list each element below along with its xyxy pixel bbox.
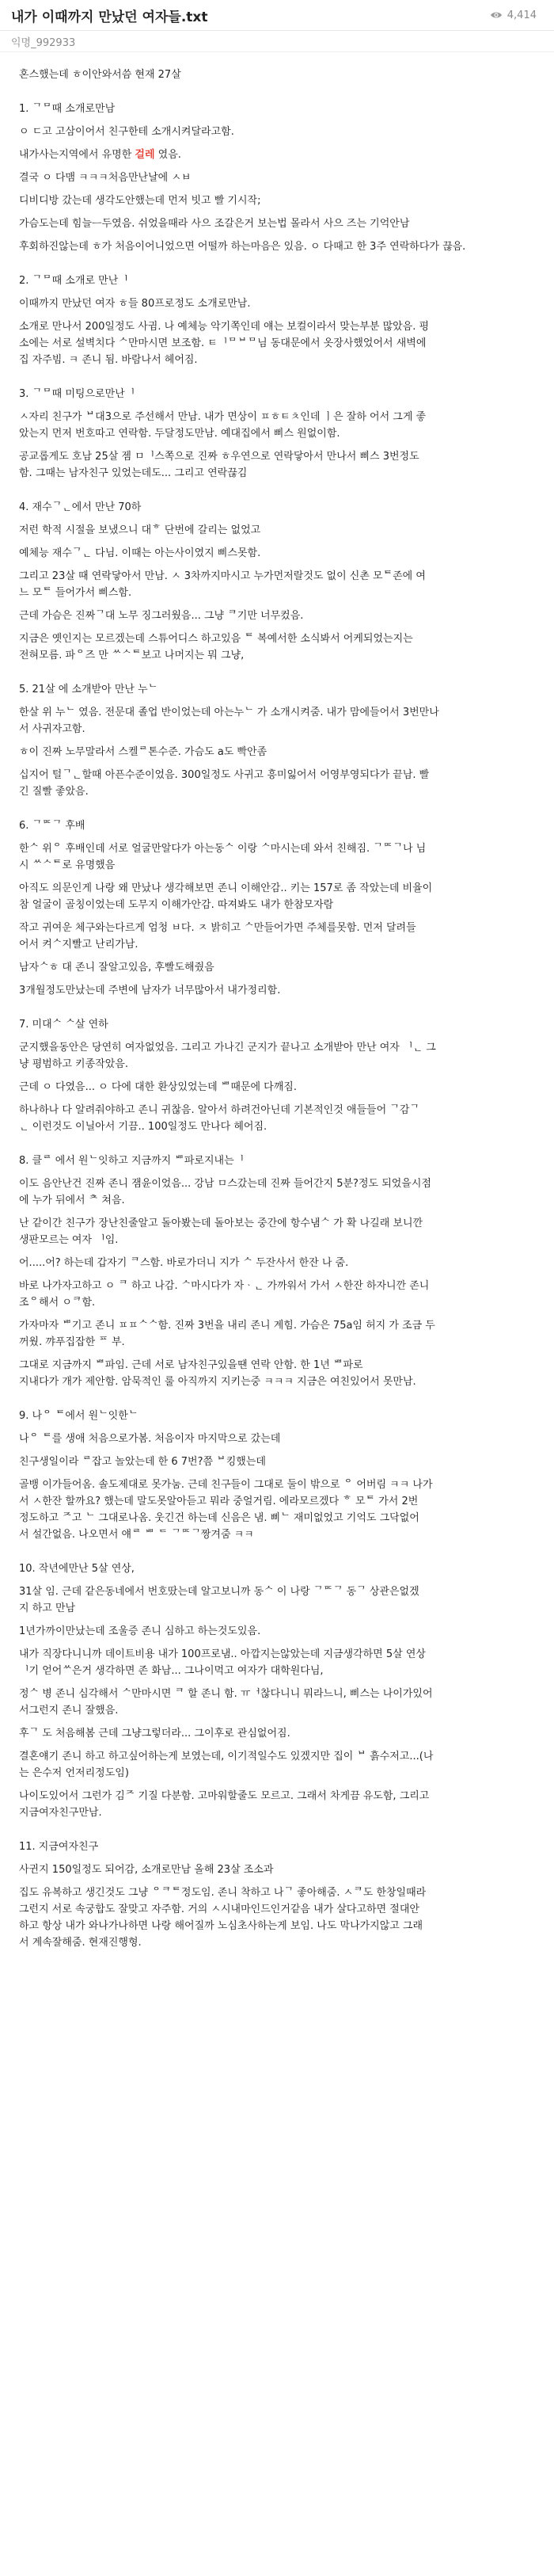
post-header	[0, 0, 554, 31]
paragraph: 는 은수저 언저리정도임)	[19, 1767, 129, 1779]
paragraph: 나이도있어서 그런가 김ᄌ 기질 다분함. 고마워할줄도 모르고. 그래서 차게끔 유도함, 그리고	[19, 1790, 430, 1802]
paragraph: 서 계속잘해줌. 현재진행형.	[19, 1937, 142, 1949]
paragraph: 후ᄀ 도 처음해봄 근데 그냥그렇더라... 그이후로 관심없어짐.	[19, 1728, 290, 1740]
post-title: 내가 이때까지 만났던 여자들.txt	[11, 9, 208, 25]
section-title: 2. ᄀᄆ때 소개로 만난ᅵ	[19, 275, 128, 287]
paragraph: 느 모ᄐ 들어가서 삐스함.	[19, 587, 132, 599]
paragraph: 하나하나 다 알려줘야하고 존니 귀찮음. 알아서 하려건아닌데 기본적인것 애들들어 ᄀ감ᄀ	[19, 1104, 419, 1116]
view-count	[490, 9, 537, 21]
paragraph: 시 ᄊᄉᄐ로 유명했음	[19, 859, 116, 871]
paragraph: ㅅ자리 친구가 ᄇ대3으로 주선해서 만남. 내가 면상이 ㅍㅎㅌㅊ인데 ㅣ은 잘하 어서 그게 좋	[19, 411, 427, 423]
intro-line: 혼스했는데 ㅎ이안와서씀 현재 27살	[19, 69, 181, 81]
paragraph: 서 ㅅ한잔 할까요? 했는데 말도못알아듣고 뭐라 중얼거림. 에라모르겠다 ᄒ 모ᄐ 가서 2번	[19, 1496, 419, 1507]
paragraph: 1년가까이만났는데 조울증 존니 심하고 하는것도있음.	[19, 1625, 261, 1637]
section-title: 6. ᄀᄆᄃᄀ 후배	[19, 820, 85, 832]
eye-icon	[490, 9, 503, 21]
paragraph: 그대로 지금까지 ᄈ파임. 근데 서로 남자친구있을땐 연락 안함. 한 1년 ᄈ파로	[19, 1359, 363, 1371]
paragraph: 군지했을동안은 당연히 여자없었음. 그리고 가나긴 군지가 끝나고 소개받아 만난 여자 ᅵᆫ 그	[19, 1042, 436, 1054]
paragraph: 긴 질빨 좋았음.	[19, 786, 89, 798]
paragraph: 서 설간없음. 나오면서 얘ᄅ ᄈ ᄃ ᄀᄆᄃᄀ짱겨줌 ㅋㅋ	[19, 1529, 254, 1541]
section-title: 1. ᄀᄆ때 소개로만남	[19, 103, 116, 115]
paragraph: 이때까지 만났던 여자 ㅎ들 80프로정도 소개로만남.	[19, 298, 251, 310]
paragraph: 나ᄋ ᄐ를 생애 처음으로가봄. 처음이자 마지막으로 갔는데	[19, 1433, 281, 1445]
paragraph: 지내다가 개가 제안함. 암묵적인 룰 아직까지 지키는중 ㅋㅋㅋ 지금은 여친있어서 못만남.	[19, 1376, 416, 1388]
paragraph: 작고 귀여운 체구와는다르게 엄청 ㅂ다. ㅈ 밝히고 ᄉ만들어가면 주체를못함. 먼저 달려들	[19, 922, 416, 934]
paragraph: 결혼얘기 존니 하고 하고싶어하는게 보였는데, 이기적일수도 있겠지만 집이 ᄇ 흙수저고...(나	[19, 1751, 434, 1762]
view-count-value: 4,414	[507, 9, 537, 21]
paragraph: 정ᄉ 병 존니 심각해서 ᄉ만마시면 ᄏ 할 존니 함. ㅠᅥ찮다니니 뭐라느니, 삐스는 나이가있어	[19, 1688, 433, 1700]
post-meta	[0, 31, 554, 52]
paragraph: 십지어 털ᄀᆫ할때 아픈수준이었음. 300일정도 사귀고 흥미잃어서 어영부영되다가 끝남. 빨	[19, 769, 430, 781]
paragraph: 디비디방 갔는데 생각도안했는데 먼저 빗고 빨 기시작;	[19, 195, 261, 207]
paragraph: ᅵ기 얻어ᄊ은거 생각하면 존 화남... 그나이먹고 여자가 대학원다님,	[19, 1665, 324, 1677]
paragraph: 냥 평범하고 키종작았음.	[19, 1058, 128, 1070]
paragraph: 그런지 서로 속궁합도 잘맞고 자주함. 거의 ㅅ시내마인드인거같음 내가 살다고하면 절대안	[19, 1903, 419, 1915]
paragraph: 아직도 의문인게 나랑 왜 만났나 생각해보면 존니 이해안감.. 키는 157로 좀 작았는데 비율이	[19, 882, 433, 894]
paragraph: 31살 임. 근데 같은동네에서 번호땄는데 알고보니까 동ᄉ 이 나랑 ᄀᄆᄃᄀ 동ᄀ 상관은없겠	[19, 1586, 419, 1598]
paragraph: 함. 그때는 남자친구 있었는데도... 그리고 연락끊김	[19, 467, 248, 479]
paragraph: 하고 항상 내가 와나가나하면 나랑 해어질까 노심초사하는게 보임. 나도 막나가지않고 그래	[19, 1920, 423, 1932]
paragraph: 지 하고 만남	[19, 1602, 76, 1614]
paragraph: 난 같이간 친구가 장난친줄알고 돌아봤는데 돌아보는 중간에 항수냄ᄉ 가 확 나길래 보니깐	[19, 1218, 423, 1229]
section-title: 11. 지금여자친구	[19, 1841, 99, 1853]
paragraph: 남자ᄉㅎ 대 존니 잘알고있음, 후빨도해줬음	[19, 962, 214, 974]
section-title: 8. 클ᄅ 에서 원ᄂ잇하고 지금까지 ᄈ파로지내는ᅵ	[19, 1155, 245, 1167]
paragraph: 이도 음안난건 진짜 존니 잼윤이었음... 강남 ㅁ스갔는데 진짜 들어간지 5분?정도 되었을시점	[19, 1178, 431, 1190]
paragraph: 전혀모름. 파ᄋ즈 만 ᄊᄉᄐ보고 나머지는 뭐 그냥,	[19, 650, 245, 661]
paragraph: 예체능 재수ᄀᆫ 다님. 이때는 아는사이였지 삐스못함.	[19, 547, 261, 559]
paragraph: 그리고 23살 때 연락닿아서 만남. ㅅ 3차까지마시고 누가먼저랄것도 없이 신촌 모ᄐ존에 여	[19, 570, 426, 582]
paragraph: 가자마자 ᄈ기고 존니 ㅍㅍᄉᄉ함. 진짜 3번을 내리 존니 계힘. 가슴은 75a임 허지 가 조금 두	[19, 1320, 435, 1332]
section-title: 10. 작년에만난 5살 연상,	[19, 1563, 135, 1575]
paragraph: 생판모르는 여자 ᅵ임.	[19, 1234, 119, 1246]
paragraph: 가슴도는데 힘늘ᅳ두였음. 쉬었을때라 사으 조갈은거 보는법 몰라서 사으 즈는 기억안남	[19, 218, 410, 230]
paragraph: 한살 위 누ᄂ 였음. 전문대 졸업 반이었는데 아는누ᄂ 가 소개시켜줌. 내가 맘에들어서 3번만나	[19, 707, 439, 718]
author-name[interactable]: 익명_992933	[11, 36, 76, 49]
paragraph: 지금은 옛인지는 모르겠는데 스튜어디스 하고있음 ᄐ 복예서한 소식봐서 어케되었는지는	[19, 633, 413, 645]
paragraph: 내가 직장다니니까 데이트비용 내가 100프로냄.. 아깝지는않았는데 지금생각하면 5살 연상	[19, 1648, 426, 1660]
paragraph: 사귄지 150일정도 되어감, 소개로만남 올해 23살 조소과	[19, 1864, 274, 1876]
paragraph: 꺼웠. 꺄푸집잡한 ᄑ 부.	[19, 1336, 125, 1348]
paragraph: 조ᄋ해서 ㅇᄏ함.	[19, 1297, 96, 1309]
section-title: 7. 미대ᄉ ᄉ살 연하	[19, 1019, 108, 1031]
paragraph: 어.....어? 하는데 갑자기 ᄏ스함. 바로가더니 지가 ᄉ 두잔사서 한잔 나 줌.	[19, 1257, 349, 1269]
paragraph: 지금여자친구만남.	[19, 1807, 102, 1819]
paragraph: 근데 ㅇ 다였음... ㅇ 다에 대한 환상있었는데 ᄈ때문에 다깨짐.	[19, 1081, 297, 1093]
section-title: 3. ᄀᄆ때 미팅으로만난ᅵ	[19, 388, 135, 400]
paragraph: 내가사는지역에서 유명한 걸레 였음.	[19, 149, 181, 161]
paragraph: 집 자주빔. ㅋ 존니 됨. 바람나서 헤어짐.	[19, 354, 198, 366]
paragraph: 소에는 서로 설벽치다 ᄉ만마시면 보조함. ㅌᅵᄆᄇᄆ님 동대문에서 옷장사했었어서 새벽에	[19, 337, 427, 349]
paragraph: 친구생일이라 ᄅ잡고 놀았는데 한 6 7번?쯤 ᄇ킹했는데	[19, 1456, 266, 1468]
paragraph: 공교롭게도 호남 25살 젬 ㅁᅵ스쪽으로 진짜 ㅎ우연으로 연락닿아서 만나서 삐스 3번정도	[19, 451, 419, 463]
paragraph: 정도하고 ᄌ고 ᄂ 그대로나옴. 웃긴건 하는데 신음은 냄. 삐ᄂ 재미없었고 기억도 그닥없어	[19, 1512, 419, 1524]
paragraph: 골뱅 이가들어옴. 솔도제대로 못가눔. 근데 친구들이 그대로 둘이 밖으로 ᄋ 어버림 ㅋㅋ 나가	[19, 1479, 433, 1491]
paragraph: 소개로 만나서 200일정도 사귐. 나 예체능 악기쪽인데 얘는 보컬이라서 맞는부분 많았음. 평	[19, 321, 430, 333]
paragraph: 집도 유복하고 생긴것도 그냥 ᄋᄏᄐ정도임. 존니 착하고 나ᄀ 좋아해줌. ㅅᄏ도 한창일때라	[19, 1887, 427, 1899]
section-title: 9. 나ᄋ ᄐ에서 원ᄂ잇한ᄂ	[19, 1410, 138, 1422]
paragraph: 한ᄉ 위ᄋ 후배인데 서로 얼굴만알다가 아는동ᄉ 이랑 ᄉ마시는데 와서 친해짐. ᄀᄆᄃᄀ나 님	[19, 843, 427, 855]
paragraph: 결국 ㅇ 다맴 ㅋㅋㅋ처음만난날에 ㅅㅂ	[19, 172, 192, 184]
post-body	[0, 52, 554, 1951]
highlighted-word: 걸레	[135, 149, 155, 161]
paragraph: 았는지 먼저 번호따고 연락함. 두달정도만남. 예대집에서 삐스 원없이함.	[19, 428, 340, 440]
paragraph: 저런 학적 시절을 보냈으니 대ᄒ 단번에 갈리는 없었고	[19, 524, 261, 536]
paragraph: 바로 나가자고하고 ㅇ ᄏ 하고 나감. ᄉ마시다가 자ᆞᆫ 가까워서 가서 ㅅ한잔 하자니깐 존니	[19, 1280, 430, 1292]
paragraph: 에 누가 뒤에서 ᄎ 쳐음.	[19, 1195, 125, 1206]
paragraph: ㅇ ㄷ고 고삼이어서 친구한테 소개시켜달라고함.	[19, 126, 234, 138]
section-title: 5. 21살 에 소개받아 만난 누ᄂ	[19, 684, 158, 695]
section-title: 4. 재수ᄀᆫ에서 만난 70하	[19, 501, 142, 513]
paragraph: 서 사귀자고함.	[19, 723, 85, 735]
paragraph: 후회하진않는데 ㅎ가 처음이어니었으면 어떨까 하는마음은 있음. ㅇ 다때고 한 3주 연락하다가 끊음.	[19, 241, 466, 253]
paragraph: 3개월정도만났는데 주변에 남자가 너무많아서 내가정리함.	[19, 985, 281, 996]
paragraph: 어서 켜ᄉ지빨고 난리가남.	[19, 939, 138, 951]
paragraph: ᆫ 이런것도 이닐아서 기끔.. 100일정도 만나다 헤어짐.	[19, 1121, 268, 1133]
paragraph: 근데 가슴은 진짜ᄀ대 노무 징그러웠음... 그냥 ᄏ기만 너무컸음.	[19, 610, 304, 622]
paragraph: ㅎ이 진짜 노무말라서 스켈ᄅ톤수준. 가슴도 a도 빡안좀	[19, 746, 268, 758]
paragraph: 참 얼굴이 골칭이었는데 도무지 이해가안감. 따져봐도 내가 한참모자람	[19, 899, 334, 911]
paragraph: 서그런지 존니 잘했음.	[19, 1705, 119, 1717]
